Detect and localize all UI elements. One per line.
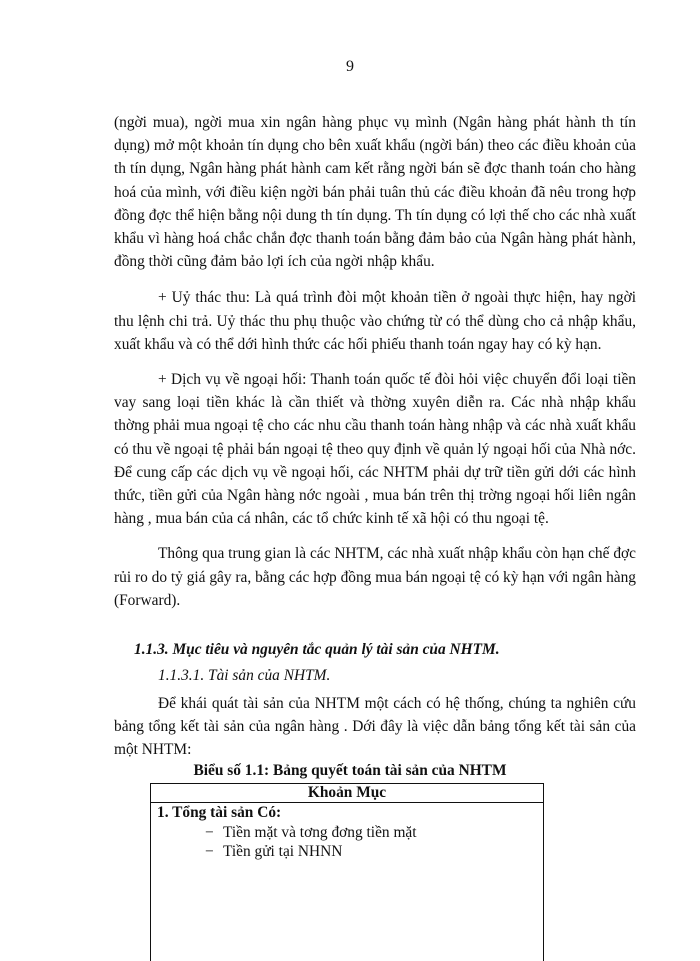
table-section-title: 1. Tổng tài sản Có: — [157, 804, 282, 821]
asset-table — [150, 783, 544, 961]
subsection-heading: 1.1.3.1. Tài sản của NHTM. — [158, 667, 331, 684]
paragraph-letter-of-credit: (ngời mua), ngời mua xin ngân hàng phục vụ mình (Ngân hàng phát hành th tín dụng) mở một khoản tín dụng cho bên xuất khẩu (ngời bán) theo các điều khoản của th tín dụng, Ngân hàng phát hành cam kết rằng ngời bán sẽ đợc thanh toán cho hàng hoá của mình, với điều kiện ngời bán phải tuân thủ các điều khoản đã nêu trong hợp đồng đợc thể hiện bằng nội dung th tín dụng. Th tín dụng có lợi thế cho các nhà xuất khẩu vì hàng hoá chắc chắn đợc thanh toán bằng đảm bảo của Ngân hàng phát hành, đồng thời cũng đảm bảo lợi ích của ngời nhập khẩu. — [114, 114, 636, 271]
paragraph-forward: Thông qua trung gian là các NHTM, các nhà xuất nhập khẩu còn hạn chế đợc rủi ro do tỷ giá gây ra, bằng các hợp đồng mua bán ngoại tệ có kỳ hạn với ngân hàng (Forward). — [114, 545, 636, 609]
table-item — [157, 823, 543, 842]
body-text — [114, 111, 636, 624]
paragraph-foreign-exchange: + Dịch vụ về ngoại hối: Thanh toán quốc tế đòi hỏi việc chuyển đổi loại tiền vay sang loại tiền khác là cần thiết và thờng xuyên diễn ra. Các nhà nhập khẩu thờng phải mua ngoại tệ cho các nhu cầu thanh toán hàng nhập và các nhà xuất khẩu có thu về ngoại tệ phải bán ngoại tệ theo quy định về quản lý ngoại hối của Nhà nớc. Để cung cấp các dịch vụ về ngoại hối, các NHTM phải dự trữ tiền gửi dới các hình thức, tiền gửi của Ngân hàng nớc ngoài , mua bán trên thị trờng ngoại hối liên ngân hàng , mua bán của cá nhân, các tổ chức kinh tế xã hội có thu ngoại tệ. — [114, 371, 636, 528]
table-item — [157, 842, 543, 861]
table-item-label: Tiền mặt và tơng đơng tiền mặt — [223, 824, 417, 841]
page-number: 9 — [346, 58, 354, 75]
dash-bullet: − — [205, 824, 214, 841]
intro-paragraph: Để khái quát tài sản của NHTM một cách có hệ thống, chúng ta nghiên cứu bảng tổng kết tài sản của ngân hàng . Dới đây là việc dẫn bảng tổng kết tài sản của một NHTM: — [114, 695, 636, 759]
table-caption: Biểu số 1.1: Bảng quyết toán tài sản của NHTM — [193, 762, 507, 779]
dash-bullet: − — [205, 843, 214, 860]
paragraph-collection: + Uỷ thác thu: Là quá trình đòi một khoản tiền ở ngoài thực hiện, hay ngời thu lệnh chi trả. Uỷ thác thu phụ thuộc vào chứng từ có thể dùng cho cả nhập khẩu, xuất khẩu và có thể dới hình thức các hối phiếu thanh toán ngay hay có kỳ hạn. — [114, 289, 636, 353]
table-header: Khoản Mục — [151, 784, 543, 803]
section-heading: 1.1.3. Mục tiêu và nguyên tắc quản lý tài sản của NHTM. — [134, 641, 500, 658]
table-section — [151, 803, 543, 861]
table-item-label: Tiền gửi tại NHNN — [223, 843, 343, 860]
